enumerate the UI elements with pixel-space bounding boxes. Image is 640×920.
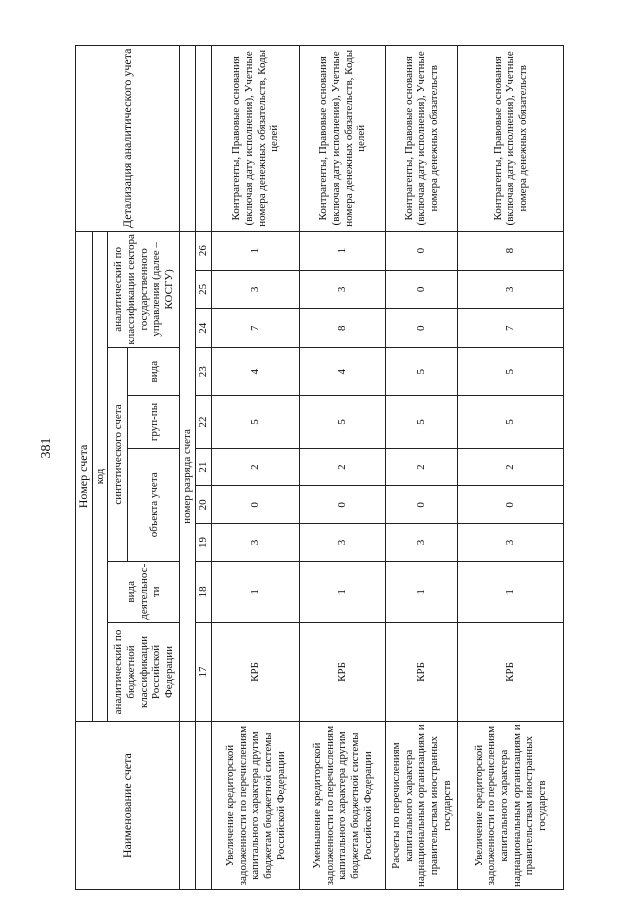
row-cell: 2: [386, 448, 458, 486]
row-cell: 0: [386, 231, 458, 270]
digit-cell: 25: [196, 270, 212, 309]
header-code: код: [92, 231, 108, 722]
row-detail: Контрагенты, Правовые основания (включая дату исполнения), Учетные номера денежных обязательств, Коды целей: [300, 46, 386, 232]
digit-cell: 24: [196, 309, 212, 348]
row-cell: 3: [212, 524, 300, 562]
digit-blank-right: [196, 46, 212, 232]
digit-cell: 19: [196, 524, 212, 562]
row-account-name: Увеличение кредиторской задолженности по перечислениям капитального характера наднациональным организациям и правительствам иностранных государств: [458, 722, 564, 890]
accounts-table: [75, 45, 564, 890]
header-activity-type: вида деятельнос-ти: [108, 561, 180, 622]
digit-blank-left: [196, 722, 212, 890]
header-blank-right: [180, 46, 196, 232]
header-budget-class: аналитический по бюджетной классификации Российской Федерации: [108, 622, 180, 722]
table-row: [386, 46, 458, 890]
digit-cell: 20: [196, 486, 212, 524]
row-cell: 1: [212, 561, 300, 622]
row-cell: 0: [386, 309, 458, 348]
row-cell: 0: [386, 270, 458, 309]
row-cell: 3: [386, 524, 458, 562]
header-account-number: Номер счета: [76, 231, 93, 722]
row-cell: 1: [212, 231, 300, 270]
row-detail: Контрагенты, Правовые основания (включая дату исполнения), Учетные номера денежных обязательств, Коды целей: [212, 46, 300, 232]
row-cell: КРБ: [458, 622, 564, 722]
row-cell: 2: [300, 448, 386, 486]
row-account-name: Уменьшение кредиторской задолженности по перечислениям капитального характера другим бюджетам бюджетной системы Российской Федерации: [300, 722, 386, 890]
row-cell: 1: [300, 231, 386, 270]
row-cell: КРБ: [300, 622, 386, 722]
header-synthetic: синтетического счета: [108, 348, 128, 562]
row-cell: 3: [300, 270, 386, 309]
row-cell: КРБ: [386, 622, 458, 722]
row-cell: 2: [212, 448, 300, 486]
row-cell: 5: [300, 396, 386, 448]
row-cell: 8: [300, 309, 386, 348]
row-detail: Контрагенты, Правовые основания (включая дату исполнения), Учетные номера денежных обязательств: [458, 46, 564, 232]
row-cell: 5: [212, 396, 300, 448]
row-cell: 7: [212, 309, 300, 348]
row-cell: 2: [458, 448, 564, 486]
row-cell: 8: [458, 231, 564, 270]
digit-cell: 18: [196, 561, 212, 622]
row-cell: 7: [458, 309, 564, 348]
header-detail: Детализация аналитического учета: [76, 46, 180, 232]
table-row: [212, 46, 300, 890]
header-account-object: объекта учета: [128, 448, 180, 561]
header-blank-left: [180, 722, 196, 890]
row-cell: 0: [212, 486, 300, 524]
row-cell: 5: [386, 348, 458, 396]
row-cell: КРБ: [212, 622, 300, 722]
page-number: 381: [39, 437, 54, 459]
row-cell: 1: [300, 561, 386, 622]
row-detail: Контрагенты, Правовые основания (включая дату исполнения), Учетные номера денежных обязательств: [386, 46, 458, 232]
digit-cell: 22: [196, 396, 212, 448]
row-account-name: Увеличение кредиторской задолженности по перечислениям капитального характера другим бюджетам бюджетной системы Российской Федерации: [212, 722, 300, 890]
row-cell: 0: [458, 486, 564, 524]
rotated-table-container: [75, 45, 557, 890]
row-cell: 3: [212, 270, 300, 309]
row-cell: 0: [300, 486, 386, 524]
digit-cell: 21: [196, 448, 212, 486]
digit-cell: 17: [196, 622, 212, 722]
row-cell: 5: [458, 348, 564, 396]
header-kind: вида: [128, 348, 180, 396]
row-cell: 1: [386, 561, 458, 622]
header-kosgu: аналитический по классификации сектора государственного управления (далее – КОСГУ): [108, 231, 180, 347]
row-cell: 3: [458, 270, 564, 309]
row-cell: 5: [458, 396, 564, 448]
header-account-name: Наименование счета: [76, 722, 180, 890]
row-cell: 0: [386, 486, 458, 524]
digit-cell: 26: [196, 231, 212, 270]
row-cell: 4: [212, 348, 300, 396]
table-row: [458, 46, 564, 890]
header-group: груп-пы: [128, 396, 180, 448]
row-cell: 3: [300, 524, 386, 562]
row-cell: 3: [458, 524, 564, 562]
table-row: [300, 46, 386, 890]
row-account-name: Расчеты по перечислениям капитального характера наднациональным организациям и правительствам иностранных государств: [386, 722, 458, 890]
header-digit-row: номер разряда счета: [180, 231, 196, 722]
row-cell: 1: [458, 561, 564, 622]
digit-cell: 23: [196, 348, 212, 396]
row-cell: 4: [300, 348, 386, 396]
row-cell: 5: [386, 396, 458, 448]
